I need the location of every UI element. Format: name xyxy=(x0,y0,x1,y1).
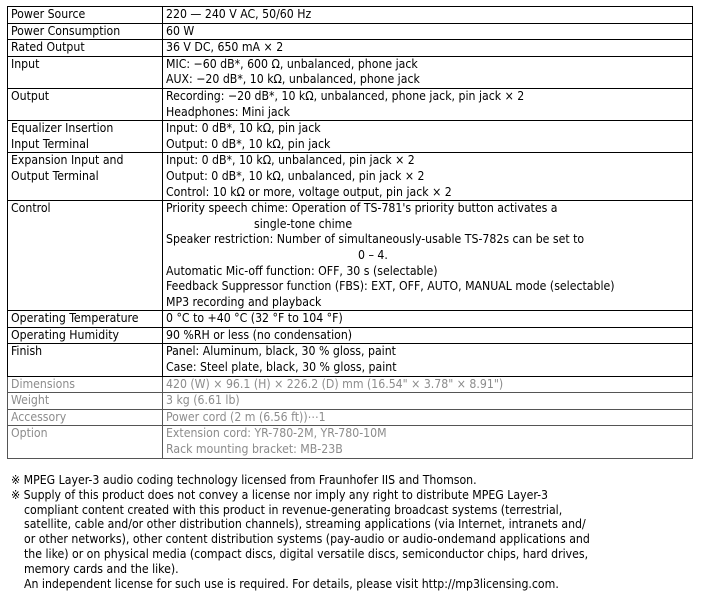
spec-value xyxy=(163,201,693,311)
spec-row xyxy=(8,56,693,88)
spec-label-line: Dimensions xyxy=(11,376,76,391)
spec-value-line: 36 V DC, 650 mA × 2 xyxy=(166,40,284,55)
spec-value xyxy=(163,121,693,153)
spec-row xyxy=(8,426,693,458)
spec-row xyxy=(8,23,693,40)
spec-label-line: Output Terminal xyxy=(11,168,99,183)
spec-value xyxy=(163,426,693,458)
spec-label-line: Finish xyxy=(11,344,43,359)
spec-value-line: Power cord (2 m (6.56 ft))⋯1 xyxy=(166,409,326,424)
spec-value-line: 60 W xyxy=(166,23,195,38)
spec-value xyxy=(163,153,693,201)
spec-label xyxy=(8,7,163,24)
spec-label-line: Power Source xyxy=(11,7,86,21)
spec-label-line: Expansion Input and xyxy=(11,153,124,168)
spec-value xyxy=(163,56,693,88)
spec-label xyxy=(8,344,163,376)
spec-label xyxy=(8,409,163,426)
specifications-table-body xyxy=(8,7,693,459)
spec-value-line: 90 %RH or less (no condensation) xyxy=(166,327,353,342)
spec-value xyxy=(163,88,693,120)
spec-label-line: Rated Output xyxy=(11,40,85,55)
spec-label xyxy=(8,393,163,410)
spec-value-line: Feedback Suppressor function (FBS): EXT, OFF, AUTO, MANUAL mode (selectable) xyxy=(166,279,615,294)
spec-label-line: Control xyxy=(11,201,51,216)
license-notes xyxy=(11,473,695,591)
spec-value-line: Input: 0 dB*, 10 kΩ, pin jack xyxy=(166,121,321,136)
spec-value-line: MIC: −60 dB*, 600 Ω, unbalanced, phone jack xyxy=(166,56,418,71)
spec-label xyxy=(8,153,163,201)
spec-value-line: Headphones: Mini jack xyxy=(166,104,291,119)
license-note-line: memory cards and the like). xyxy=(24,561,179,576)
spec-label-line: Option xyxy=(11,426,48,441)
license-note-line: or other networks), other content distribution systems (pay-audio or audio-ondemand applications and xyxy=(24,532,590,547)
spec-value-line: Output: 0 dB*, 10 kΩ, pin jack xyxy=(166,136,331,151)
spec-value xyxy=(163,393,693,410)
spec-label-line: Equalizer Insertion xyxy=(11,121,114,136)
spec-value-line: Recording: −20 dB*, 10 kΩ, unbalanced, phone jack, pin jack × 2 xyxy=(166,88,525,103)
spec-value-line: MP3 recording and playback xyxy=(166,294,322,309)
license-note-line: ※ MPEG Layer-3 audio coding technology licensed from Fraunhofer IIS and Thomson. xyxy=(11,473,477,487)
spec-label xyxy=(8,88,163,120)
spec-value xyxy=(163,23,693,40)
spec-value xyxy=(163,376,693,393)
spec-label-line: Output xyxy=(11,88,50,103)
spec-label-line: Accessory xyxy=(11,409,67,424)
spec-label xyxy=(8,121,163,153)
spec-value-line: Speaker restriction: Number of simultaneously-usable TS-782s can be set to xyxy=(166,232,585,247)
specifications-table xyxy=(7,6,693,459)
spec-value xyxy=(163,344,693,376)
spec-label-line: Weight xyxy=(11,393,50,408)
spec-value xyxy=(163,7,693,24)
spec-label xyxy=(8,426,163,458)
spec-label xyxy=(8,311,163,328)
license-note-line: the like) or on physical media (compact discs, digital versatile discs, semiconductor chips, hard drives, xyxy=(24,546,589,561)
spec-value xyxy=(163,311,693,328)
spec-value-line: AUX: −20 dB*, 10 kΩ, unbalanced, phone jack xyxy=(166,72,420,87)
license-note-line: satellite, cable and/or other distribution channels), streaming applications (via Internet, intranets and/ xyxy=(24,517,586,532)
spec-row xyxy=(8,153,693,201)
spec-value-line: Control: 10 kΩ or more, voltage output, pin jack × 2 xyxy=(166,184,452,199)
spec-value-line: 220 — 240 V AC, 50/60 Hz xyxy=(166,7,312,21)
spec-label xyxy=(8,40,163,57)
spec-label xyxy=(8,201,163,311)
spec-row xyxy=(8,40,693,57)
spec-row xyxy=(8,344,693,376)
spec-value-line: 3 kg (6.61 lb) xyxy=(166,393,240,408)
spec-label-line: Operating Temperature xyxy=(11,311,139,326)
license-note-line: ※ Supply of this product does not convey a license nor imply any right to distribute MPEG Layer-3 xyxy=(11,487,548,502)
spec-label-line: Input Terminal xyxy=(11,136,89,151)
spec-row xyxy=(8,393,693,410)
spec-label xyxy=(8,56,163,88)
spec-value xyxy=(163,327,693,344)
spec-value-line: Case: Steel plate, black, 30 % gloss, paint xyxy=(166,360,397,375)
spec-row xyxy=(8,121,693,153)
spec-label-line: Operating Humidity xyxy=(11,327,120,342)
spec-value-line: Extension cord: YR-780-2M, YR-780-10M xyxy=(166,426,387,441)
spec-label-line: Input xyxy=(11,56,40,71)
spec-value-line: Priority speech chime: Operation of TS-781's priority button activates a xyxy=(166,201,558,216)
spec-row xyxy=(8,88,693,120)
spec-label xyxy=(8,23,163,40)
spec-value-line: Automatic Mic-off function: OFF, 30 s (selectable) xyxy=(166,263,438,278)
spec-value-line: Output: 0 dB*, 10 kΩ, unbalanced, pin jack × 2 xyxy=(166,168,425,183)
spec-row xyxy=(8,7,693,24)
spec-row xyxy=(8,376,693,393)
spec-value-line: Input: 0 dB*, 10 kΩ, unbalanced, pin jack × 2 xyxy=(166,153,415,168)
spec-value-line: 420 (W) × 96.1 (H) × 226.2 (D) mm (16.54" × 3.78" × 8.91") xyxy=(166,376,504,391)
spec-value-line: Panel: Aluminum, black, 30 % gloss, paint xyxy=(166,344,396,359)
spec-value xyxy=(163,409,693,426)
spec-row xyxy=(8,327,693,344)
spec-value-line: 0 °C to +40 °C (32 °F to 104 °F) xyxy=(166,311,343,326)
spec-label xyxy=(8,327,163,344)
spec-value-line: single-tone chime xyxy=(254,216,353,231)
license-note-line: compliant content created with this product in revenue-generating broadcast systems (terrestrial, xyxy=(24,502,563,517)
spec-value-line: Rack mounting bracket: MB-23B xyxy=(166,442,343,457)
spec-value-line: 0 – 4. xyxy=(358,247,388,262)
spec-row xyxy=(8,201,693,311)
spec-value xyxy=(163,40,693,57)
spec-row xyxy=(8,409,693,426)
spec-row xyxy=(8,311,693,328)
spec-label xyxy=(8,376,163,393)
license-note-line: An independent license for such use is required. For details, please visit http://mp3licensing.com. xyxy=(24,576,559,591)
spec-label-line: Power Consumption xyxy=(11,23,121,38)
